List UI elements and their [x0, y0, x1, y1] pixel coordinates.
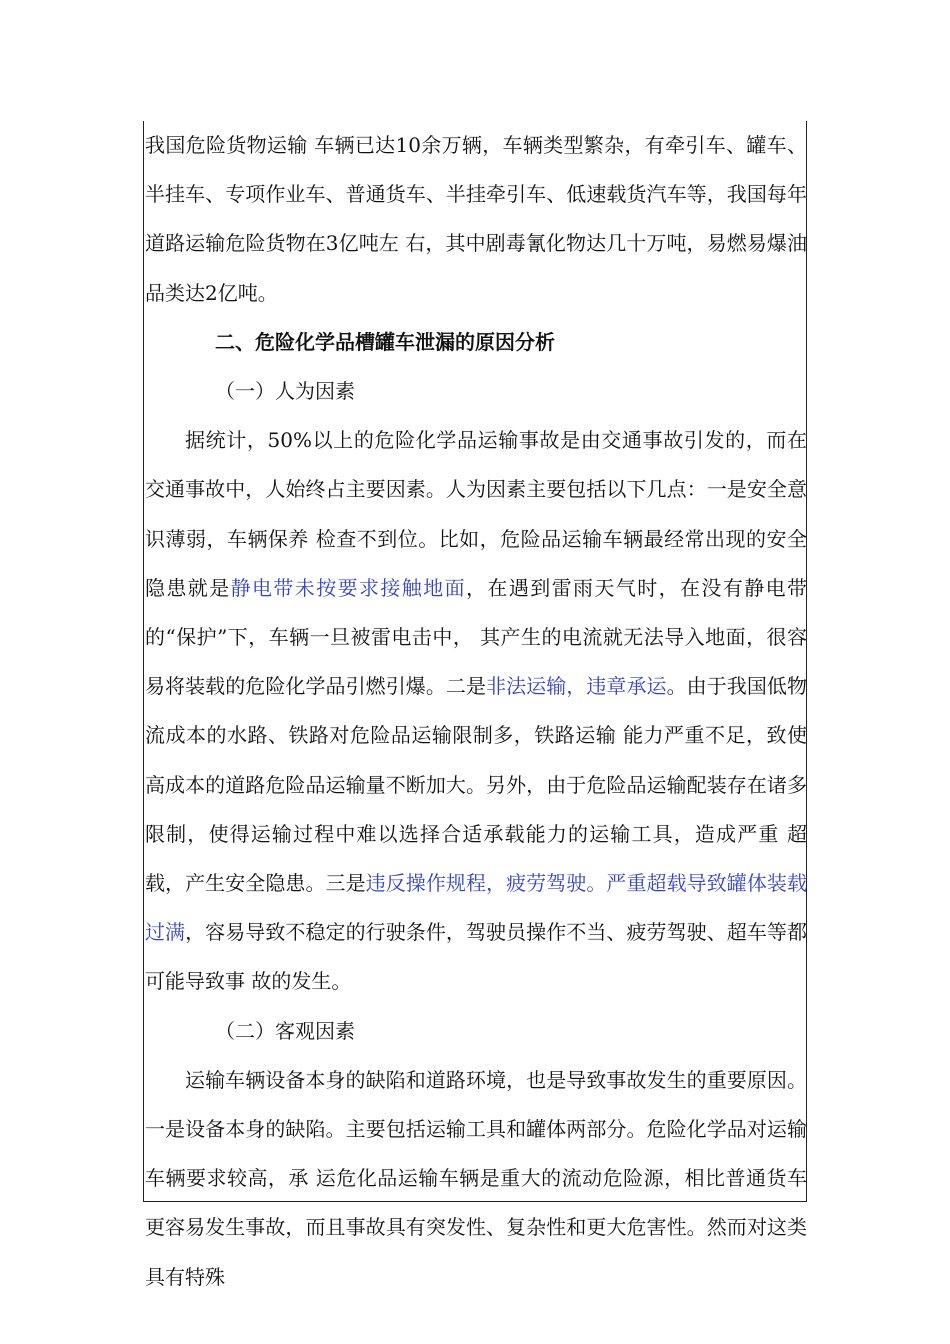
link-violation-fatigue[interactable]: 违反操作规程，疲劳驾驶。严重超载导致罐体装载过满: [145, 871, 807, 945]
subsection-heading-human: （一）人为因素: [215, 379, 355, 404]
paragraph-human-factors: [145, 416, 807, 1006]
paragraph-objective-factors: 运输车辆设备本身的缺陷和道路环境，也是导致事故发生的重要原因。一是设备本身的缺陷。主要包括运输工具和罐体两部分。危险化学品对运输车辆要求较高，承 运危化品运输车辆是重大的流动危险源，相比普通货车更容易发生事故，而且事故具有突发性、复杂性和更大危害性。然而对这类具有特殊: [145, 1067, 807, 1289]
paragraph-text: ，容易导致不稳定的行驶条件，驾驶员操作不当、疲劳驾驶、超车等都可能导致事 故的发生。: [145, 920, 807, 994]
paragraph-text: 。由于我国低物流成本的水路、铁路对危险品运输限制多，铁路运输 能力严重不足，致使高成本的道路危险品运输量不断加大。另外，由于危险品运输配装存在诸多限制，使得运输过程中难以选择合适承载能力的运输工具，造成严重 超载，产生安全隐患。三是: [145, 674, 807, 896]
paragraph-text: 据统计，50%以上的危险化学品运输事故是由交通事故引发的，而在交通事故中，人始终占主要因素。人为因素主要包括以下几点：一是安全意识薄弱，车辆保养 检查不到位。比如，危险品运输车辆最经常出现的安全隐患就是: [145, 428, 807, 600]
link-static-strap[interactable]: 静电带未按要求接触地面: [230, 575, 467, 600]
subsection-heading-objective: （二）客观因素: [215, 1018, 355, 1043]
link-illegal-transport[interactable]: 非法运输，违章承运: [486, 674, 667, 699]
document-body: [145, 121, 807, 1302]
paragraph-intro: 我国危险货物运输 车辆已达10余万辆，车辆类型繁杂，有牵引车、罐车、半挂车、专项作业车、普通货车、半挂牵引车、低速载货汽车等，我国每年道路运输危险货物在3亿吨左 右，其中剧毒氰化物达几十万吨，易燃易爆油品类达2亿吨。: [145, 133, 807, 305]
paragraph-text: ，在遇到雷雨天气时，在没有静电带的“保护”下，车辆一旦被雷电击中， 其产生的电流就无法导入地面，很容易将装载的危险化学品引燃引爆。二是: [145, 575, 808, 699]
section-heading: 二、危险化学品槽罐车泄漏的原因分析: [215, 329, 555, 354]
